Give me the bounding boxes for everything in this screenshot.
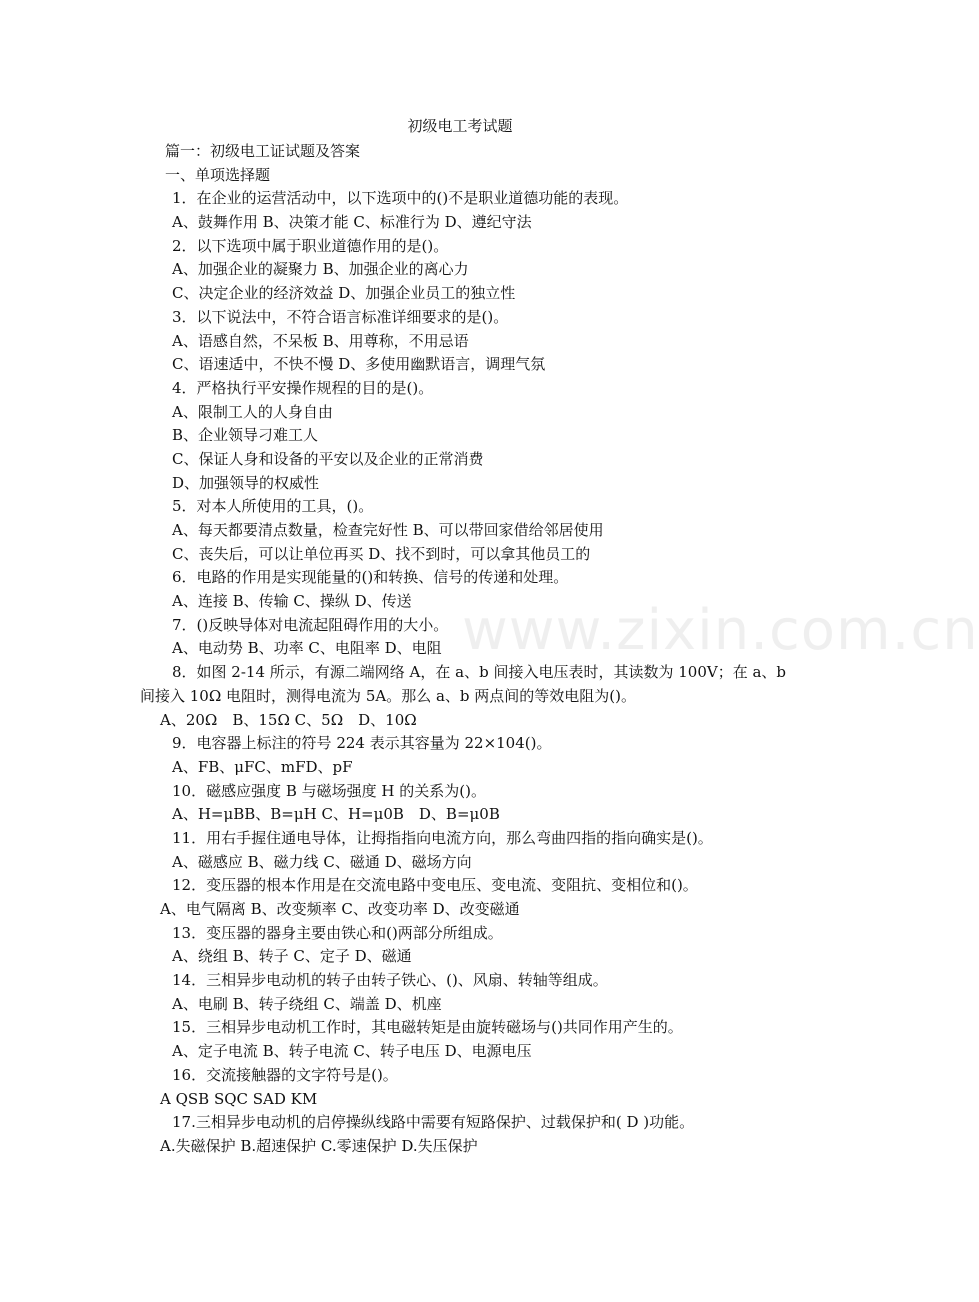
text-line: 13．变压器的器身主要由铁心和()两部分所组成。 bbox=[172, 923, 503, 942]
text-line: C、保证人身和设备的平安以及企业的正常消费 bbox=[172, 449, 484, 468]
text-line: A、鼓舞作用 B、决策才能 C、标准行为 D、遵纪守法 bbox=[172, 213, 532, 232]
text-line: 10．磁感应强度 B 与磁场强度 H 的关系为()。 bbox=[172, 781, 486, 800]
section-heading: 篇一：初级电工证试题及答案 bbox=[165, 142, 361, 160]
page-title: 初级电工考试题 bbox=[407, 117, 513, 135]
part-heading: 一、单项选择题 bbox=[165, 165, 271, 184]
text-line: A、磁感应 B、磁力线 C、磁通 D、磁场方向 bbox=[172, 852, 472, 871]
text-line: A、定子电流 B、转子电流 C、转子电压 D、电源电压 bbox=[172, 1042, 532, 1061]
document-body bbox=[0, 140, 920, 1159]
text-line: 9．电容器上标注的符号 224 表示其容量为 22×104()。 bbox=[172, 734, 552, 753]
text-line: A、FB、μFC、mFD、pF bbox=[172, 757, 353, 776]
text-line: A、连接 B、传输 C、操纵 D、传送 bbox=[172, 592, 412, 611]
text-line: D、加强领导的权威性 bbox=[172, 473, 320, 492]
text-line: C、语速适中，不快不慢 D、多使用幽默语言，调理气氛 bbox=[172, 355, 546, 374]
text-line: C、丧失后，可以让单位再买 D、找不到时，可以拿其他员工的 bbox=[172, 544, 591, 563]
text-line: 3．以下说法中，不符合语言标准详细要求的是()。 bbox=[172, 307, 509, 326]
text-line: 15．三相异步电动机工作时，其电磁转矩是由旋转磁场与()共同作用产生的。 bbox=[172, 1018, 683, 1037]
question-17-options: A.失磁保护 B.超速保护 C.零速保护 D.失压保护 bbox=[160, 1136, 478, 1155]
text-line: 5．对本人所使用的工具，()。 bbox=[172, 497, 374, 516]
text-line: A、H=μBB、B=μH C、H=μ0B D、B=μ0B bbox=[172, 805, 500, 824]
text-line: C、决定企业的经济效益 D、加强企业员工的独立性 bbox=[172, 284, 516, 303]
text-line: A、电刷 B、转子绕组 C、端盖 D、机座 bbox=[172, 994, 442, 1013]
watermark: www.zixin.com.cn bbox=[462, 598, 979, 663]
text-line: 7．()反映导体对电流起阻碍作用的大小。 bbox=[172, 615, 449, 634]
text-line: A、每天都要清点数量，检查完好性 B、可以带回家借给邻居使用 bbox=[172, 521, 604, 539]
text-line: 14．三相异步电动机的转子由转子铁心、()、风扇、转轴等组成。 bbox=[172, 971, 608, 990]
text-line: A、绕组 B、转子 C、定子 D、磁通 bbox=[172, 947, 412, 966]
text-line: 11．用右手握住通电导体，让拇指指向电流方向，那么弯曲四指的指向确实是()。 bbox=[172, 828, 713, 847]
question-16-options: A QSB SQC SAD KM bbox=[160, 1089, 318, 1108]
text-line: 4．严格执行平安操作规程的目的是()。 bbox=[172, 378, 434, 397]
question-8-options: A、20Ω B、15Ω C、5Ω D、10Ω bbox=[160, 710, 417, 729]
question-17: 17.三相异步电动机的启停操纵线路中需要有短路保护、过载保护和( D )功能。 bbox=[172, 1113, 695, 1132]
text-line: 16．交流接触器的文字符号是()。 bbox=[172, 1065, 398, 1084]
question-12-options: A、电气隔离 B、改变频率 C、改变功率 D、改变磁通 bbox=[160, 900, 520, 919]
text-line: A、限制工人的人身自由 bbox=[172, 402, 333, 421]
text-line: 2．以下选项中属于职业道德作用的是()。 bbox=[172, 236, 449, 255]
question-8: 8．如图 2-14 所示，有源二端网络 A，在 a、b 间接入电压表时，其读数为 100V；在 a、b 间接入 10Ω 电阻时，测得电流为 5A。那么 a、b 两点间的等效电阻为()。 bbox=[140, 663, 787, 705]
text-line: A、加强企业的凝聚力 B、加强企业的离心力 bbox=[172, 260, 469, 279]
text-line: 1．在企业的运营活动中，以下选项中的()不是职业道德功能的表现。 bbox=[172, 189, 629, 208]
text-line: A、语感自然，不呆板 B、用尊称，不用忌语 bbox=[172, 331, 469, 350]
text-line: 6．电路的作用是实现能量的()和转换、信号的传递和处理。 bbox=[172, 568, 569, 587]
text-line: A、电动势 B、功率 C、电阻率 D、电阻 bbox=[172, 639, 442, 658]
text-line: 12．变压器的根本作用是在交流电路中变电压、变电流、变阻抗、变相位和()。 bbox=[172, 876, 698, 895]
text-line: B、企业领导刁难工人 bbox=[172, 426, 319, 445]
